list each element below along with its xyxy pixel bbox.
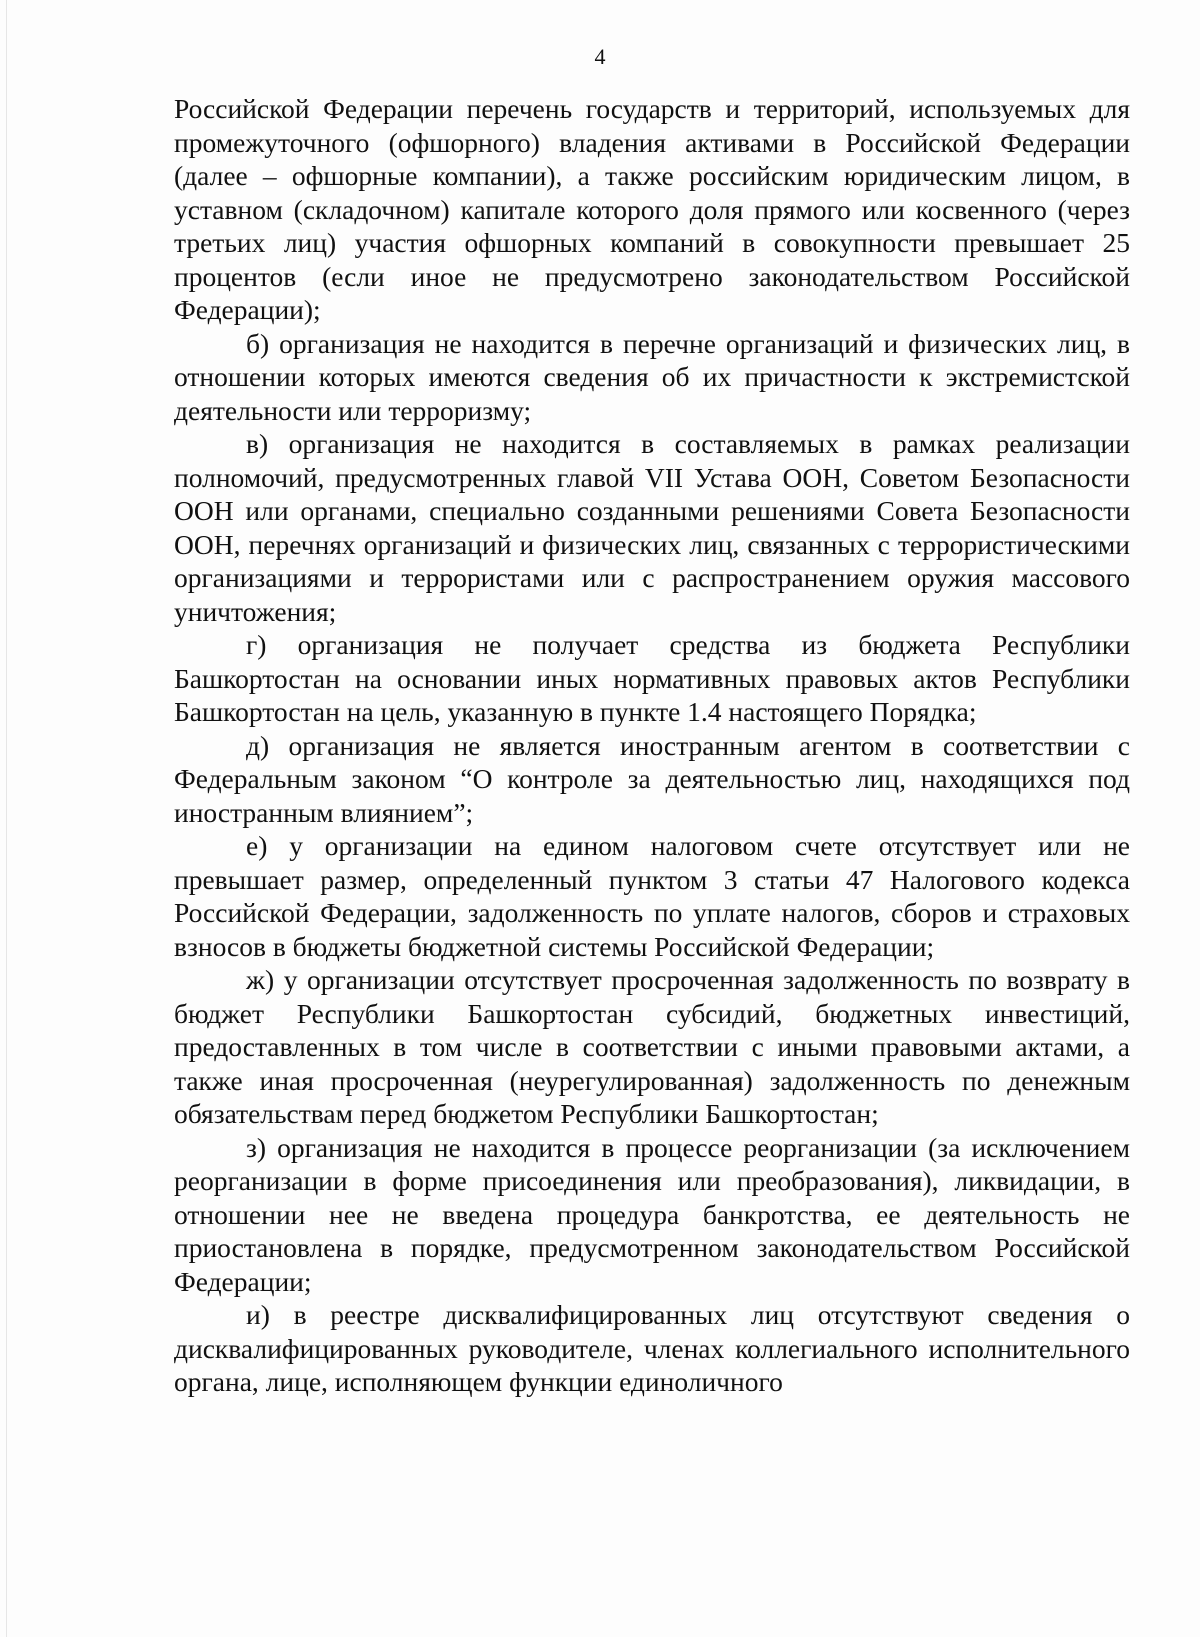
paragraph-item-e: е) у организации на едином налоговом счете отсутствует или не превышает размер, определенный пунктом 3 статьи 47 Налогового кодекса Российской Федерации, задолженность по уплате налогов, сборов и страховых взносов в бюджеты бюджетной системы Российской Федерации; — [174, 830, 1130, 962]
paragraph-item-v: в) организация не находится в составляемых в рамках реализации полномочий, предусмотренных главой VII Устава ООН, Советом Безопасности ООН или органами, специально созданными решениями Совета Безопасности ООН, перечнях организаций и физических лиц, связанных с террористическими организациями и террористами или с распространением оружия массового уничтожения; — [174, 428, 1130, 627]
page-number: 4 — [594, 44, 606, 69]
scan-edge-line — [6, 0, 7, 1637]
paragraph-item-z: з) организация не находится в процессе реорганизации (за исключением реорганизации в форме присоединения или преобразования), ликвидации, в отношении нее не введена процедура банкротства, ее деятельность не приостановлена в порядке, предусмотренном законодательством Российской Федерации; — [174, 1131, 1130, 1297]
paragraph-item-zh: ж) у организации отсутствует просроченная задолженность по возврату в бюджет Республики Башкортостан субсидий, бюджетных инвестиций, предоставленных в том числе в соответствии с иными правовыми актами, а также иная просроченная (неурегулированная) задолженность по денежным обязательствам перед бюджетом Республики Башкортостан; — [174, 964, 1130, 1129]
paragraph-item-i: и) в реестре дисквалифицированных лиц отсутствуют сведения о дисквалифицированных руководителе, членах коллегиального исполнительного органа, лице, исполняющем функции единоличного — [174, 1299, 1130, 1397]
paragraph-item-b: б) организация не находится в перечне организаций и физических лиц, в отношении которых имеются сведения об их причастности к экстремистской деятельности или терроризму; — [174, 327, 1130, 426]
document-body — [174, 92, 1130, 1399]
paragraph-item-d: д) организация не является иностранным агентом в соответствии с Федеральным законом “О контроле за деятельностью лиц, находящихся под иностранным влиянием”; — [174, 729, 1130, 828]
paragraph-item-g: г) организация не получает средства из бюджета Республики Башкортостан на основании иных нормативных правовых актов Республики Башкортостан на цель, указанную в пункте 1.4 настоящего Порядка; — [174, 629, 1130, 727]
paragraph-continuation: Российской Федерации перечень государств и территорий, используемых для промежуточного (офшорного) владения активами в Российской Федерации (далее – офшорные компании), а также российским юридическим лицом, в уставном (складочном) капитале которого доля прямого или косвенного (через третьих лиц) участия офшорных компаний в совокупности превышает 25 процентов (если иное не предусмотрено законодательством Российской Федерации); — [174, 93, 1130, 325]
